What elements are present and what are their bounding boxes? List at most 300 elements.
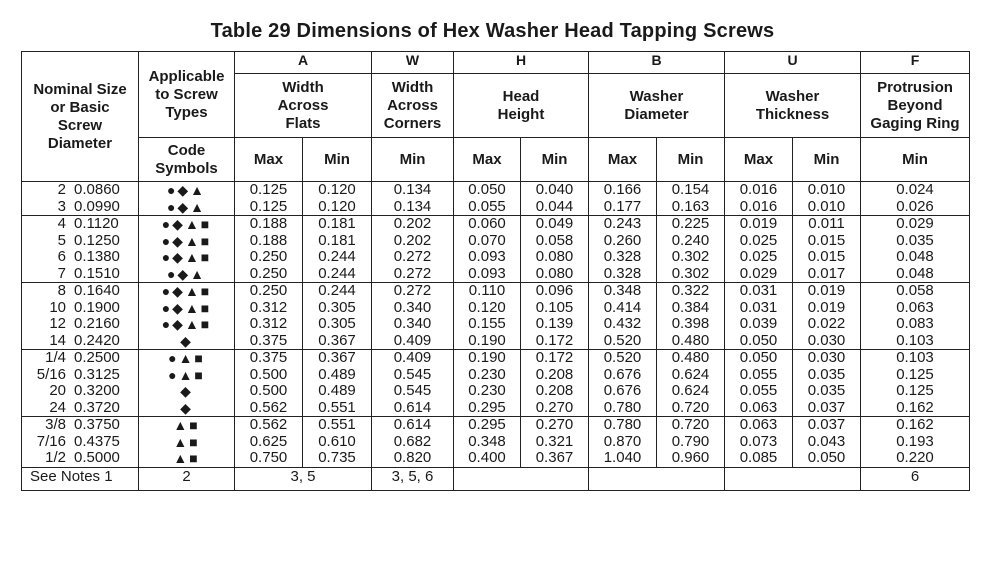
code-symbols: ●◆▲ bbox=[166, 198, 207, 215]
value: 0.063 bbox=[739, 416, 778, 433]
cell-a-max bbox=[235, 182, 303, 216]
cell-a-min bbox=[303, 182, 372, 216]
value: 0.545 bbox=[393, 365, 432, 383]
value: 0.489 bbox=[318, 382, 356, 399]
value: 0.031 bbox=[739, 282, 778, 299]
value: 0.340 bbox=[393, 298, 432, 316]
header-letter-h: H bbox=[454, 52, 589, 74]
value: 0.049 bbox=[535, 215, 574, 232]
value: 0.328 bbox=[603, 264, 642, 282]
value: 1.040 bbox=[603, 449, 642, 466]
value: 0.624 bbox=[671, 382, 710, 399]
value: 0.225 bbox=[671, 215, 710, 232]
header-washer-thickness: Washer Thickness bbox=[725, 74, 861, 138]
size-line bbox=[22, 383, 138, 400]
value: 0.030 bbox=[807, 349, 846, 366]
table-row-group bbox=[22, 216, 970, 283]
value: 0.348 bbox=[468, 432, 506, 450]
value: 0.720 bbox=[671, 416, 710, 433]
cell-symbols bbox=[139, 417, 235, 468]
table-row-group bbox=[22, 350, 970, 417]
value: 0.220 bbox=[896, 449, 934, 466]
value: 0.500 bbox=[249, 365, 288, 383]
value: 0.682 bbox=[393, 432, 432, 450]
notes-h bbox=[454, 467, 589, 490]
value: 0.070 bbox=[468, 231, 506, 249]
cell-a-min bbox=[303, 216, 372, 283]
size-line bbox=[22, 233, 138, 250]
header-applicable: Applicable to Screw Types bbox=[139, 52, 235, 138]
nominal-size: 10 bbox=[49, 298, 66, 316]
cell-b-min bbox=[657, 283, 725, 350]
table-row-group bbox=[22, 417, 970, 468]
cell-u-max bbox=[725, 182, 793, 216]
value: 0.015 bbox=[807, 248, 846, 265]
nominal-size: 7/16 bbox=[36, 432, 66, 450]
code-symbols: ●▲■ bbox=[168, 350, 205, 366]
value: 0.720 bbox=[671, 398, 710, 416]
dimensions-table bbox=[21, 51, 970, 491]
nominal-size: 6 bbox=[57, 248, 66, 265]
value: 0.105 bbox=[535, 298, 574, 316]
value: 0.017 bbox=[807, 264, 846, 282]
value: 0.551 bbox=[318, 416, 356, 433]
value: 0.400 bbox=[468, 449, 506, 466]
value: 0.181 bbox=[318, 231, 356, 249]
value: 0.870 bbox=[603, 432, 642, 450]
value: 0.029 bbox=[739, 264, 778, 282]
value: 0.125 bbox=[896, 365, 934, 383]
cell-b-max bbox=[589, 216, 657, 283]
value: 0.305 bbox=[318, 315, 356, 332]
nominal-size: 5 bbox=[57, 231, 66, 249]
basic-diameter: 0.3720 bbox=[74, 398, 120, 416]
notes-b bbox=[589, 467, 725, 490]
value: 0.063 bbox=[896, 298, 934, 316]
value: 0.270 bbox=[535, 398, 574, 416]
header-width-across-corners: Width Across Corners bbox=[372, 74, 454, 138]
value: 0.302 bbox=[671, 248, 710, 265]
cell-size bbox=[22, 350, 139, 417]
value: 0.172 bbox=[535, 349, 574, 366]
value: 0.120 bbox=[318, 181, 356, 198]
value: 0.614 bbox=[393, 398, 432, 416]
code-symbols: ▲■ bbox=[173, 417, 200, 433]
nominal-size: 1/4 bbox=[45, 349, 66, 366]
value: 0.162 bbox=[896, 416, 934, 433]
header-letter-w: W bbox=[372, 52, 454, 74]
value: 0.750 bbox=[249, 449, 288, 466]
value: 0.367 bbox=[318, 331, 356, 349]
cell-h-min bbox=[521, 182, 589, 216]
value: 0.181 bbox=[318, 215, 356, 232]
header-letter-u: U bbox=[725, 52, 861, 74]
cell-w-min bbox=[372, 350, 454, 417]
code-symbols: ●◆▲■ bbox=[161, 232, 212, 249]
cell-f-min bbox=[861, 417, 970, 468]
basic-diameter: 0.1510 bbox=[74, 264, 120, 282]
value: 0.551 bbox=[318, 398, 356, 416]
notes-applicable: 2 bbox=[139, 467, 235, 490]
value: 0.190 bbox=[468, 331, 506, 349]
table-title: Table 29 Dimensions of Hex Washer Head Tapping Screws bbox=[210, 20, 775, 42]
value: 0.340 bbox=[393, 315, 432, 332]
value: 0.030 bbox=[807, 331, 846, 349]
value: 0.414 bbox=[603, 298, 642, 316]
value: 0.154 bbox=[671, 181, 710, 198]
header-protrusion: Protrusion Beyond Gaging Ring bbox=[861, 74, 970, 138]
cell-size bbox=[22, 283, 139, 350]
code-symbols: ◆ bbox=[180, 399, 193, 416]
value: 0.270 bbox=[535, 416, 574, 433]
value: 0.480 bbox=[671, 331, 710, 349]
value: 0.035 bbox=[807, 365, 846, 383]
cell-u-min bbox=[793, 216, 861, 283]
value: 0.022 bbox=[807, 315, 846, 332]
value: 0.058 bbox=[896, 282, 934, 299]
nominal-size: 14 bbox=[49, 331, 66, 349]
cell-h-max bbox=[454, 417, 521, 468]
value: 0.322 bbox=[671, 282, 710, 299]
value: 0.055 bbox=[739, 382, 778, 399]
value: 0.735 bbox=[318, 449, 356, 466]
cell-h-max bbox=[454, 182, 521, 216]
value: 0.035 bbox=[896, 231, 934, 249]
value: 0.188 bbox=[249, 231, 288, 249]
value: 0.202 bbox=[393, 215, 432, 232]
basic-diameter: 0.1250 bbox=[74, 231, 120, 249]
value: 0.163 bbox=[671, 197, 710, 215]
value: 0.035 bbox=[807, 382, 846, 399]
header-h-min: Min bbox=[521, 138, 589, 182]
cell-u-min bbox=[793, 182, 861, 216]
table-body bbox=[22, 182, 970, 468]
notes-label: See Notes 1 bbox=[22, 467, 139, 490]
value: 0.489 bbox=[318, 365, 356, 383]
value: 0.625 bbox=[249, 432, 288, 450]
code-symbols: ●◆▲■ bbox=[161, 216, 212, 232]
cell-b-min bbox=[657, 350, 725, 417]
value: 0.190 bbox=[468, 349, 506, 366]
value: 0.250 bbox=[249, 248, 288, 265]
basic-diameter: 0.4375 bbox=[74, 432, 120, 450]
value: 0.048 bbox=[896, 264, 934, 282]
header-head-height: Head Height bbox=[454, 74, 589, 138]
value: 0.015 bbox=[807, 231, 846, 249]
cell-a-min bbox=[303, 283, 372, 350]
value: 0.384 bbox=[671, 298, 710, 316]
cell-a-min bbox=[303, 350, 372, 417]
value: 0.103 bbox=[896, 349, 934, 366]
value: 0.172 bbox=[535, 331, 574, 349]
value: 0.302 bbox=[671, 264, 710, 282]
basic-diameter: 0.1380 bbox=[74, 248, 120, 265]
size-line bbox=[22, 400, 138, 417]
cell-u-max bbox=[725, 216, 793, 283]
value: 0.367 bbox=[318, 349, 356, 366]
value: 0.520 bbox=[603, 349, 642, 366]
value: 0.155 bbox=[468, 315, 506, 332]
value: 0.166 bbox=[603, 181, 642, 198]
value: 0.312 bbox=[249, 315, 288, 332]
nominal-size: 12 bbox=[49, 315, 66, 332]
value: 0.026 bbox=[896, 197, 934, 215]
cell-symbols bbox=[139, 350, 235, 417]
cell-size bbox=[22, 417, 139, 468]
code-symbols: ●◆▲■ bbox=[161, 299, 212, 316]
value: 0.060 bbox=[468, 215, 506, 232]
value: 0.083 bbox=[896, 315, 934, 332]
value: 0.039 bbox=[739, 315, 778, 332]
header-washer-diameter: Washer Diameter bbox=[589, 74, 725, 138]
code-symbols: ◆ bbox=[180, 383, 193, 399]
value: 0.125 bbox=[249, 197, 288, 215]
value: 0.295 bbox=[468, 398, 506, 416]
basic-diameter: 0.1640 bbox=[74, 282, 120, 299]
value: 0.080 bbox=[535, 248, 574, 265]
cell-a-max bbox=[235, 283, 303, 350]
value: 0.093 bbox=[468, 248, 506, 265]
value: 0.043 bbox=[807, 432, 846, 450]
value: 0.610 bbox=[318, 432, 356, 450]
header-nominal: Nominal Size or Basic Screw Diameter bbox=[22, 52, 139, 182]
value: 0.243 bbox=[603, 215, 642, 232]
value: 0.208 bbox=[535, 382, 574, 399]
header-u-min: Min bbox=[793, 138, 861, 182]
nominal-size: 1/2 bbox=[45, 449, 66, 466]
basic-diameter: 0.3125 bbox=[74, 365, 120, 383]
header-a-min: Min bbox=[303, 138, 372, 182]
size-line bbox=[22, 434, 138, 451]
cell-b-min bbox=[657, 216, 725, 283]
value: 0.240 bbox=[671, 231, 710, 249]
value: 0.096 bbox=[535, 282, 574, 299]
value: 0.037 bbox=[807, 416, 846, 433]
value: 0.037 bbox=[807, 398, 846, 416]
value: 0.614 bbox=[393, 416, 432, 433]
header-h-max: Max bbox=[454, 138, 521, 182]
cell-f-min bbox=[861, 216, 970, 283]
value: 0.202 bbox=[393, 231, 432, 249]
cell-a-max bbox=[235, 216, 303, 283]
code-symbols: ●◆▲■ bbox=[161, 249, 212, 265]
basic-diameter: 0.0860 bbox=[74, 181, 120, 198]
value: 0.272 bbox=[393, 248, 432, 265]
cell-h-min bbox=[521, 417, 589, 468]
basic-diameter: 0.3200 bbox=[74, 382, 120, 399]
value: 0.208 bbox=[535, 365, 574, 383]
value: 0.562 bbox=[249, 416, 288, 433]
value: 0.044 bbox=[535, 197, 574, 215]
value: 0.500 bbox=[249, 382, 288, 399]
size-line bbox=[22, 199, 138, 216]
value: 0.375 bbox=[249, 331, 288, 349]
cell-b-min bbox=[657, 182, 725, 216]
cell-f-min bbox=[861, 350, 970, 417]
value: 0.260 bbox=[603, 231, 642, 249]
code-symbols: ●◆▲■ bbox=[161, 283, 212, 299]
nominal-size: 3 bbox=[57, 197, 66, 215]
value: 0.016 bbox=[739, 181, 778, 198]
notes-a: 3, 5 bbox=[235, 467, 372, 490]
nominal-size: 3/8 bbox=[45, 416, 66, 433]
value: 0.011 bbox=[808, 215, 845, 232]
header-letter-f: F bbox=[861, 52, 970, 74]
notes-row bbox=[22, 467, 970, 490]
table-row-group bbox=[22, 182, 970, 216]
basic-diameter: 0.1900 bbox=[74, 298, 120, 316]
notes-w: 3, 5, 6 bbox=[372, 467, 454, 490]
size-line bbox=[22, 417, 138, 434]
cell-symbols bbox=[139, 182, 235, 216]
header-f-min: Min bbox=[861, 138, 970, 182]
basic-diameter: 0.2420 bbox=[74, 331, 120, 349]
value: 0.010 bbox=[807, 181, 846, 198]
cell-b-max bbox=[589, 350, 657, 417]
cell-symbols bbox=[139, 283, 235, 350]
header-letter-b: B bbox=[589, 52, 725, 74]
size-line bbox=[22, 450, 138, 467]
cell-b-min bbox=[657, 417, 725, 468]
value: 0.328 bbox=[603, 248, 642, 265]
cell-h-min bbox=[521, 216, 589, 283]
code-symbols: ●▲■ bbox=[168, 366, 205, 383]
cell-u-min bbox=[793, 350, 861, 417]
value: 0.010 bbox=[807, 197, 846, 215]
value: 0.050 bbox=[739, 349, 778, 366]
size-line bbox=[22, 182, 138, 199]
cell-h-max bbox=[454, 350, 521, 417]
value: 0.125 bbox=[249, 181, 288, 198]
cell-h-min bbox=[521, 350, 589, 417]
basic-diameter: 0.3750 bbox=[74, 416, 120, 433]
value: 0.050 bbox=[468, 181, 506, 198]
table-row-group bbox=[22, 283, 970, 350]
value: 0.432 bbox=[603, 315, 642, 332]
basic-diameter: 0.2500 bbox=[74, 349, 120, 366]
value: 0.050 bbox=[739, 331, 778, 349]
size-line bbox=[22, 283, 138, 300]
cell-u-max bbox=[725, 350, 793, 417]
code-symbols: ▲■ bbox=[173, 450, 200, 466]
value: 0.024 bbox=[896, 181, 934, 198]
value: 0.055 bbox=[739, 365, 778, 383]
value: 0.409 bbox=[393, 349, 432, 366]
cell-u-max bbox=[725, 417, 793, 468]
value: 0.676 bbox=[603, 365, 642, 383]
value: 0.103 bbox=[896, 331, 934, 349]
cell-f-min bbox=[861, 182, 970, 216]
value: 0.193 bbox=[896, 432, 934, 450]
value: 0.093 bbox=[468, 264, 506, 282]
nominal-size: 4 bbox=[57, 215, 66, 232]
cell-u-min bbox=[793, 417, 861, 468]
value: 0.120 bbox=[468, 298, 506, 316]
nominal-size: 8 bbox=[57, 282, 66, 299]
value: 0.480 bbox=[671, 349, 710, 366]
cell-a-max bbox=[235, 417, 303, 468]
value: 0.960 bbox=[671, 449, 710, 466]
cell-symbols bbox=[139, 216, 235, 283]
value: 0.520 bbox=[603, 331, 642, 349]
value: 0.025 bbox=[739, 248, 778, 265]
cell-w-min bbox=[372, 417, 454, 468]
cell-a-min bbox=[303, 417, 372, 468]
value: 0.820 bbox=[393, 449, 432, 466]
code-symbols: ◆ bbox=[180, 332, 193, 349]
header-code-symbols: Code Symbols bbox=[139, 138, 235, 182]
size-line bbox=[22, 216, 138, 233]
value: 0.272 bbox=[393, 264, 432, 282]
value: 0.085 bbox=[739, 449, 778, 466]
code-symbols: ▲■ bbox=[173, 433, 200, 450]
value: 0.295 bbox=[468, 416, 506, 433]
code-symbols: ●◆▲ bbox=[166, 182, 207, 198]
value: 0.230 bbox=[468, 365, 506, 383]
value: 0.134 bbox=[393, 197, 432, 215]
size-line bbox=[22, 316, 138, 333]
nominal-size: 2 bbox=[57, 181, 66, 198]
cell-h-max bbox=[454, 216, 521, 283]
value: 0.188 bbox=[249, 215, 288, 232]
cell-b-max bbox=[589, 182, 657, 216]
value: 0.177 bbox=[603, 197, 642, 215]
cell-u-min bbox=[793, 283, 861, 350]
code-symbols: ●◆▲■ bbox=[161, 316, 212, 332]
header-a-max: Max bbox=[235, 138, 303, 182]
value: 0.019 bbox=[739, 215, 778, 232]
value: 0.019 bbox=[807, 282, 846, 299]
value: 0.780 bbox=[603, 398, 642, 416]
nominal-size: 7 bbox=[57, 264, 66, 282]
value: 0.040 bbox=[535, 181, 574, 198]
value: 0.398 bbox=[671, 315, 710, 332]
cell-w-min bbox=[372, 216, 454, 283]
value: 0.312 bbox=[249, 298, 288, 316]
value: 0.025 bbox=[739, 231, 778, 249]
value: 0.321 bbox=[535, 432, 574, 450]
basic-diameter: 0.1120 bbox=[74, 215, 119, 232]
value: 0.348 bbox=[603, 282, 642, 299]
value: 0.139 bbox=[535, 315, 574, 332]
value: 0.058 bbox=[535, 231, 574, 249]
nominal-size: 20 bbox=[49, 382, 66, 399]
value: 0.244 bbox=[318, 264, 356, 282]
size-line bbox=[22, 249, 138, 266]
size-line bbox=[22, 266, 138, 283]
value: 0.230 bbox=[468, 382, 506, 399]
value: 0.055 bbox=[468, 197, 506, 215]
header-b-max: Max bbox=[589, 138, 657, 182]
header-width-across-flats: Width Across Flats bbox=[235, 74, 372, 138]
cell-h-max bbox=[454, 283, 521, 350]
cell-u-max bbox=[725, 283, 793, 350]
value: 0.073 bbox=[739, 432, 778, 450]
header-b-min: Min bbox=[657, 138, 725, 182]
cell-w-min bbox=[372, 182, 454, 216]
value: 0.120 bbox=[318, 197, 356, 215]
nominal-size: 5/16 bbox=[36, 365, 66, 383]
header-letter-a: A bbox=[235, 52, 372, 74]
size-line bbox=[22, 333, 138, 350]
cell-b-max bbox=[589, 417, 657, 468]
notes-f: 6 bbox=[861, 467, 970, 490]
value: 0.162 bbox=[896, 398, 934, 416]
cell-a-max bbox=[235, 350, 303, 417]
value: 0.676 bbox=[603, 382, 642, 399]
notes-u bbox=[725, 467, 861, 490]
cell-f-min bbox=[861, 283, 970, 350]
